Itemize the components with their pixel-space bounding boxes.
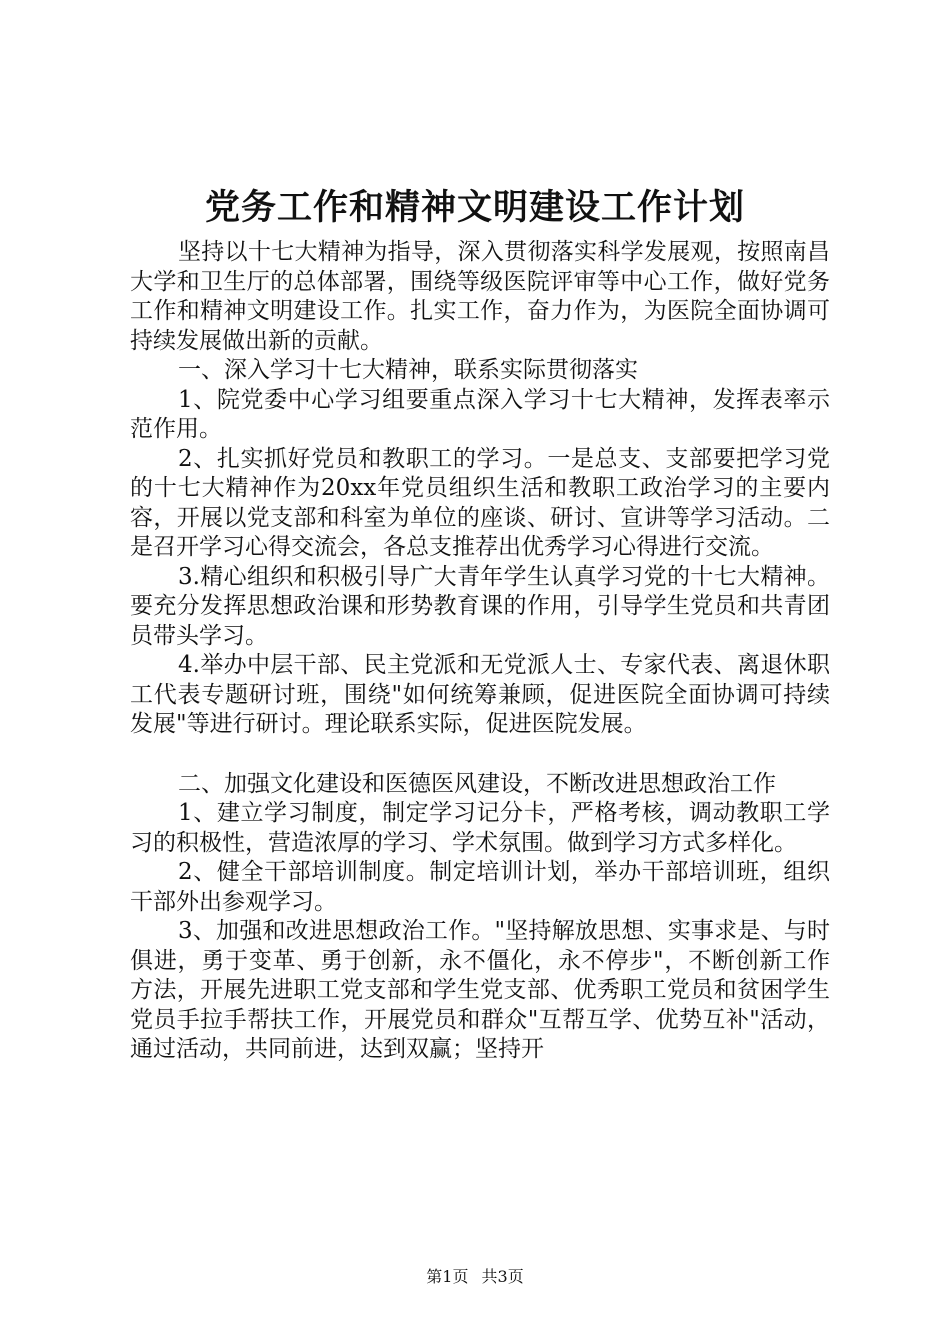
- section-1-item-3: 3.精心组织和积极引导广大青年学生认真学习党的十七大精神。要充分发挥思想政治课和形势教育课的作用，引导学生党员和共青团员带头学习。: [130, 563, 830, 649]
- page-total: 共3页: [481, 1267, 524, 1286]
- section-heading-2: 二、加强文化建设和医德医风建设，不断改进思想政治工作: [178, 770, 776, 797]
- intro-paragraph: 坚持以十七大精神为指导，深入贯彻落实科学发展观，按照南昌大学和卫生厅的总体部署，围绕等级医院评审等中心工作，做好党务工作和精神文明建设工作。扎实工作，奋力作为，为医院全面协调可持续发展做出新的贡献。: [130, 239, 830, 354]
- page-footer: [0, 1266, 950, 1288]
- paragraph-spacer: [130, 740, 830, 770]
- section-heading-1: 一、深入学习十七大精神，联系实际贯彻落实: [178, 357, 638, 383]
- section-1-item-1: 1、院党委中心学习组要重点深入学习十七大精神，发挥表率示范作用。: [130, 386, 830, 442]
- section-1-item-2: 2、扎实抓好党员和教职工的学习。一是总支、支部要把学习党的十七大精神作为20xx年党员组织生活和教职工政治学习的主要内容，开展以党支部和科室为单位的座谈、研讨、宣讲等学习活动。二是召开学习心得交流会，各总支推荐出优秀学习心得进行交流。: [130, 445, 830, 560]
- document-title: 党务工作和精神文明建设工作计划: [204, 187, 745, 228]
- page-number: 第1页: [426, 1267, 469, 1286]
- section-2-item-1: 1、建立学习制度，制定学习记分卡，严格考核，调动教职工学习的积极性，营造浓厚的学习、学术氛围。做到学习方式多样化。: [130, 800, 830, 856]
- document-body: [130, 238, 830, 1065]
- section-2-item-3: 3、加强和改进思想政治工作。"坚持解放思想、实事求是、与时俱进，勇于变革、勇于创新，永不僵化，永不停步"，不断创新工作方法，开展先进职工党支部和学生党支部、优秀职工党员和贫困学生党员手拉手帮扶工作，开展党员和群众"互帮互学、优势互补"活动，通过活动，共同前进，达到双赢；坚持开: [130, 918, 830, 1062]
- section-1-item-4: 4.举办中层干部、民主党派和无党派人士、专家代表、离退休职工代表专题研讨班，围绕"如何统筹兼顾，促进医院全面协调可持续发展"等进行研讨。理论联系实际，促进医院发展。: [130, 652, 830, 737]
- section-2-item-2: 2、健全干部培训制度。制定培训计划，举办干部培训班，组织干部外出参观学习。: [130, 859, 830, 915]
